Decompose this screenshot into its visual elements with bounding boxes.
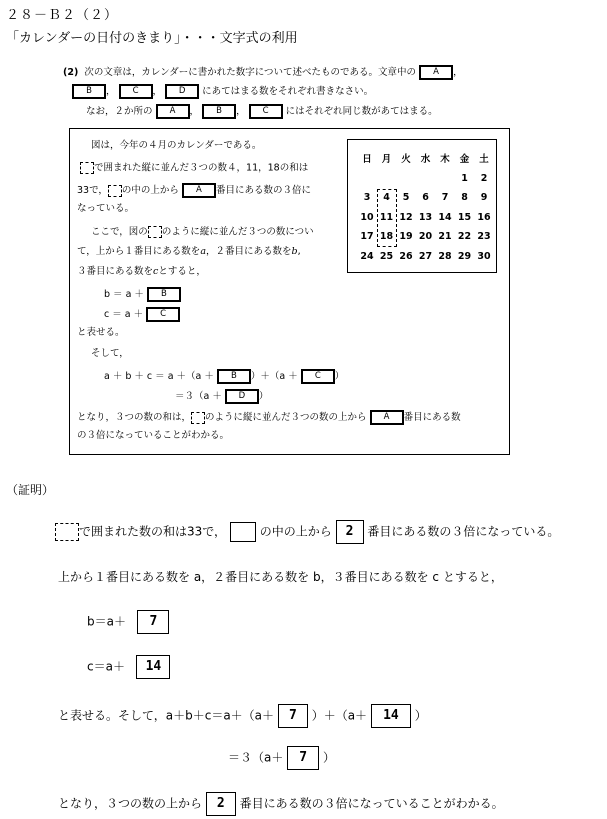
passage-eq-3a: ＝３（a ＋ D ） xyxy=(175,391,269,402)
calendar-day: 12 xyxy=(399,211,413,223)
calendar-day: 26 xyxy=(399,251,413,262)
calendar-day: 10 xyxy=(360,211,374,223)
passage-eq-c: c ＝ a ＋ C xyxy=(104,307,180,322)
passage-eq-sum: a ＋ b ＋ c ＝ a ＋（a ＋ B ）＋（a ＋ C ） xyxy=(104,371,345,382)
question-line-3: なお，２か所の A ， B ， C にはそれぞれ同じ数があてはまる。 xyxy=(86,106,438,117)
calendar-weekday: 金 xyxy=(459,154,470,165)
blank-A: A xyxy=(419,65,453,80)
calendar-day: 17 xyxy=(360,231,374,243)
blank-C: C xyxy=(119,84,153,99)
calendar-day: 24 xyxy=(360,251,374,262)
calendar-day: 30 xyxy=(477,251,491,262)
calendar-day: 3 xyxy=(363,192,371,204)
dashed-box-icon xyxy=(191,412,205,424)
calendar-day: 14 xyxy=(438,211,452,223)
calendar-weekday: 日 xyxy=(362,154,372,165)
question-line-1: (2) 次の文章は，カレンダーに書かれた数字について述べたものである。文章中の A ， xyxy=(63,67,463,78)
problem-id: ２８－Ｂ２（２） xyxy=(6,8,119,23)
solution-line-1: で囲まれた数の和は33で， の中の上から 2 番目にある数の３倍になっている。 xyxy=(55,520,559,544)
blank-B: B xyxy=(72,84,106,99)
calendar-highlight xyxy=(377,189,397,247)
passage-l7: ３番目にある数をcとすると， xyxy=(77,266,206,277)
calendar-weekday: 木 xyxy=(440,154,450,165)
answer-B: 7 xyxy=(137,610,169,634)
question-number: (2) xyxy=(63,67,79,78)
calendar-day: 15 xyxy=(457,211,472,223)
solution-line-6: ＝３（a＋ 7 ） xyxy=(228,746,335,770)
passage-l10: と表せる。 xyxy=(77,327,125,338)
passage-l1: 図は，今年の４月のカレンダーである。 xyxy=(91,140,262,151)
problem-subtitle: 「カレンダーの日付のきまり」・・・文字式の利用 xyxy=(6,31,298,46)
calendar-day: 25 xyxy=(379,251,394,262)
calendar-day: 1 xyxy=(461,172,468,184)
passage-eq-b: b ＝ a ＋ B xyxy=(104,287,181,302)
solution-label: （証明） xyxy=(6,483,55,497)
calendar-day: 19 xyxy=(399,231,413,243)
calendar-day: 13 xyxy=(418,211,433,223)
calendar-day: 11 xyxy=(379,211,394,223)
solution-eq-b: b＝a＋ 7 xyxy=(87,610,169,634)
calendar-weekday: 水 xyxy=(420,154,431,165)
calendar-day: 7 xyxy=(441,192,449,204)
calendar-weekday: 火 xyxy=(401,154,411,165)
solution-line-5: と表せる。そして，a＋b＋c＝a＋（a＋ 7 ）＋（a＋ 14 ） xyxy=(58,704,427,728)
answer-C: 14 xyxy=(136,655,170,679)
calendar-day: 16 xyxy=(477,211,491,223)
solution-line-7: となり，３つの数の上から 2 番目にある数の３倍になっていることがわかる。 xyxy=(58,792,504,816)
calendar-day: 6 xyxy=(422,192,429,204)
passage-l15: の３倍になっていることがわかる。 xyxy=(77,430,230,441)
calendar xyxy=(347,139,497,273)
calendar-day: 9 xyxy=(480,192,488,204)
empty-box-icon xyxy=(230,522,256,542)
answer-D: 7 xyxy=(287,746,319,770)
passage-l11: そして， xyxy=(91,348,129,359)
answer-A: 2 xyxy=(336,520,364,544)
passage-l5: ここで，図の のように縦に並んだ３つの数につい xyxy=(91,226,314,238)
calendar-day: 2 xyxy=(480,172,488,184)
passage-l4: なっている。 xyxy=(77,203,135,214)
blank-D: D xyxy=(165,84,199,99)
calendar-day: 5 xyxy=(402,192,410,204)
calendar-day: 20 xyxy=(418,231,433,243)
solution-eq-c: c＝a＋ 14 xyxy=(87,655,170,679)
passage-l2: で囲まれた縦に並んだ３つの数４，11，18の和は xyxy=(77,162,308,174)
dashed-box-icon xyxy=(55,523,79,541)
calendar-day: 23 xyxy=(477,231,491,243)
passage-l6: て，上から１番目にある数をa，２番目にある数をb, xyxy=(77,246,301,257)
calendar-day: 27 xyxy=(418,251,433,262)
calendar-day: 29 xyxy=(457,251,472,262)
calendar-weekday: 土 xyxy=(479,154,489,165)
calendar-day: 4 xyxy=(383,192,390,204)
calendar-weekday: 月 xyxy=(381,154,392,165)
calendar-day: 28 xyxy=(438,251,452,262)
calendar-day: 22 xyxy=(457,231,472,243)
question-line-2: B ， C ， D にあてはまる数をそれぞれ書きなさい。 xyxy=(72,84,373,99)
dashed-box-icon xyxy=(148,226,162,238)
passage-l3: 33で， の中の上から A 番目にある数の３倍に xyxy=(77,185,311,196)
calendar-day: 21 xyxy=(438,231,452,243)
solution-line-2: 上から１番目にある数を a，２番目にある数を b，３番目にある数を c とすると， xyxy=(58,570,503,584)
dashed-box-icon xyxy=(80,162,94,174)
dashed-box-icon xyxy=(108,185,122,197)
calendar-day: 8 xyxy=(461,192,468,204)
calendar-day: 18 xyxy=(379,231,394,243)
passage-l14: となり，３つの数の和は， のように縦に並んだ３つの数の上から A 番目にある数 xyxy=(77,412,461,423)
